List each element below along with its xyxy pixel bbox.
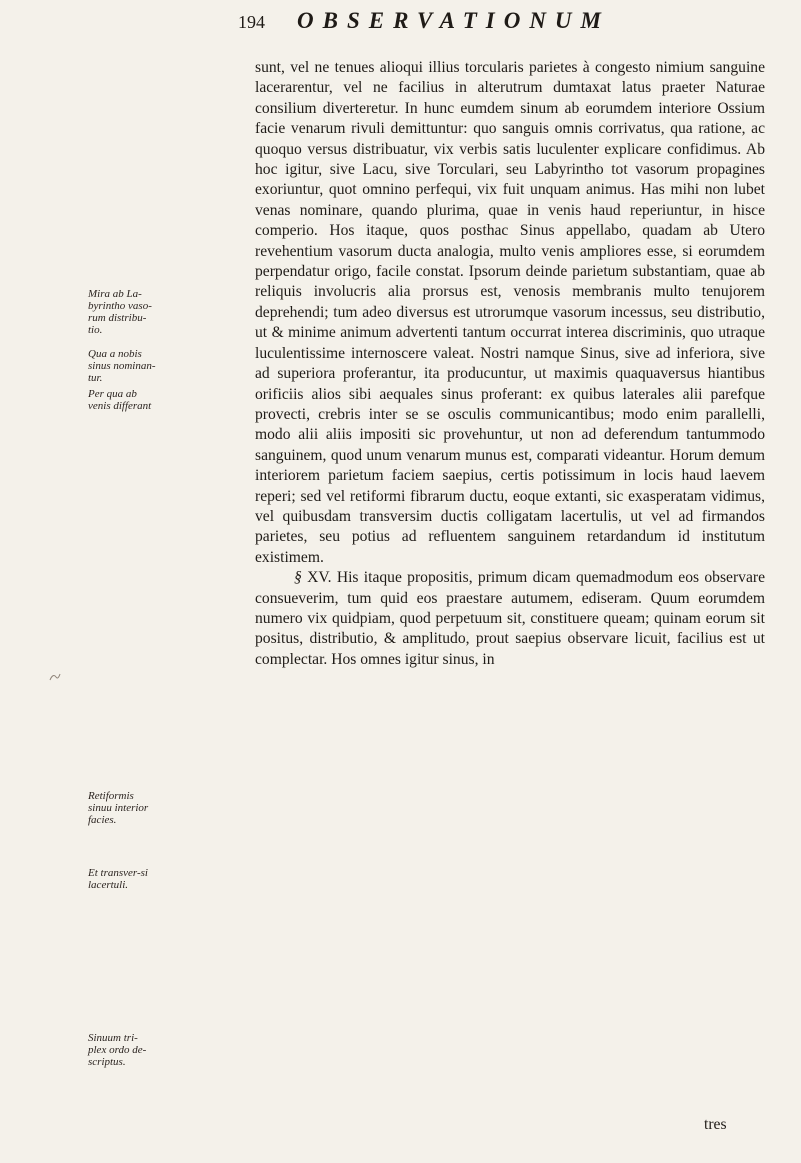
page-number: 194 xyxy=(238,12,265,32)
margin-note-lacertuli: Et transver-si lacertuli. xyxy=(88,867,148,891)
margin-note-differences: Per qua ab venis differant xyxy=(88,388,152,412)
ink-mark-icon xyxy=(48,670,62,684)
margin-note-retiformis: Retiformis sinuu interior facies. xyxy=(88,790,149,826)
catchword: tres xyxy=(704,1116,727,1133)
paragraph-2 xyxy=(255,568,765,670)
margin-note-sinus-order: Sinuum tri-plex ordo de-scriptus. xyxy=(88,1032,147,1068)
margin-note-labyrinth: Mira ab La-byrintho vaso-rum distribu-tio. xyxy=(88,288,152,336)
margin-note-sinus: Qua a nobis sinus nominan-tur. xyxy=(88,348,156,384)
section-mark: § xyxy=(294,569,302,587)
margin-notes xyxy=(0,0,156,1163)
main-text xyxy=(255,58,765,670)
paragraph-1: sunt, vel ne tenues alioqui illius torcularis parietes à congesto nimium sanguine lacerarentur, vel ne facilius in alterutrum dumtaxat latus praeter Naturae consilium diverteretur. In hunc eumdem sinum ab eorumdem interiore Ossium facie venarum rivuli demittuntur: quo sanguis omnis corrivatus, qua ratione, ac quoquo versus distribuatur, vix verbis satis luculenter explicare confidimus. Ab hoc igitur, sive Lacu, sive Torculari, seu Labyrintho tot vasorum propagines exoriuntur, quot omnino perfequi, vix fuit unquam animus. Has mihi non lubet venas nominare, quando plurima, quae in venis haud reperiuntur, in hisce comperio. Hos itaque, quos posthac Sinus appellabo, quadam ab Utero revehentium vasorum ducta analogia, multo venis ampliores esse, si eorumdem perpendatur origo, facile constat. Ipsorum deinde parietum substantiam, quae ab reliquis involucris alia prorsus est, venosis membranis multo tenujorem deprehendi; tum adeo diversus est utrorumque vasorum incessus, seu distributio, ut & minime animum advertenti tantum occurrat interea discriminis, quo utraque luculentissime internoscere valeat. Nostri namque Sinus, sive ad inferiora, sive ad superiora proferantur, ita producuntur, ut maximis quaquaversus hiantibus orificiis alios sibi aequales sinus proferant: ex quibus laterales alii parefque provecti, crebris inter se se osculis communicantibus; modo enim parallelli, modo alii aliis impositi sic provehuntur, ut non ad deferendum tantummodo sanguinem, quod unum venarum munus est, comparati videantur. Horum demum interiorem parietum faciem saepius, certis potissimum in locis haud laevem reperi; sed vel retiformi fibrarum ductu, eoque extanti, sic exasperatam vidimus, vel quibusdam transversim ductis colligatam lacertulis, ut vel ad firmandos parietes, seu potius ad refluentem sanguinem retardandum id institutum existimem. xyxy=(255,59,765,566)
paragraph-2-text: XV. His itaque propositis, primum dicam quemadmodum eos observare consueverim, tum quid eos praestare autumem, ediseram. Quum eorumdem numero vix quidpiam, quod perpetuum sit, constituere queam; quinam eorum sit positus, distributio, & amplitudo, prout saepius observare licuit, facilius est ut complectar. Hos omnes igitur sinus, in xyxy=(255,569,765,668)
running-title: OBSERVATIONUM xyxy=(297,8,610,33)
running-head xyxy=(238,8,761,34)
